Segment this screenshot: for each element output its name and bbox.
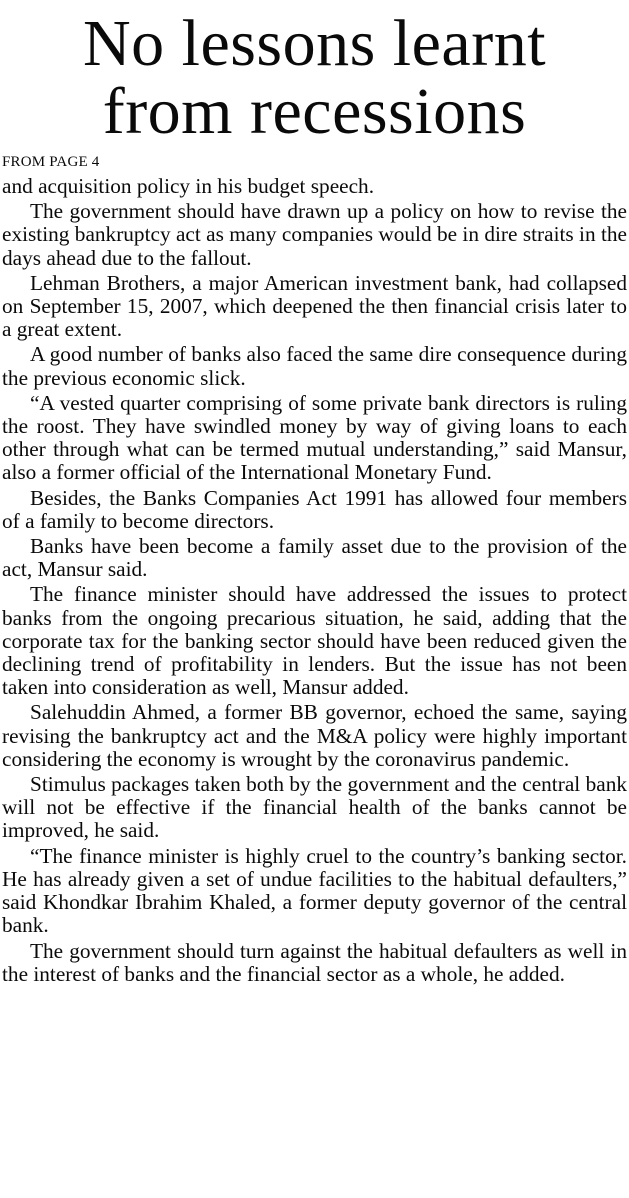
paragraph-2: The government should have drawn up a policy on how to revise the existing bankruptcy act as many companies would be in dire straits in the days ahead due to the fallout. xyxy=(2,199,627,270)
paragraph-1: and acquisition policy in his budget speech. xyxy=(2,174,375,198)
paragraph-6: Besides, the Banks Companies Act 1991 has allowed four members of a family to become directors. xyxy=(2,485,627,533)
paragraph-10: Stimulus packages taken both by the government and the central bank will not be effective if the financial health of the banks cannot be improved, he said. xyxy=(2,772,627,843)
paragraph-11: “The finance minister is highly cruel to the country’s banking sector. He has already given a set of undue facilities to the habitual defaulters,” said Khondkar Ibrahim Khaled, a former deputy governor of the central bank. xyxy=(2,843,627,938)
paragraph-7: Banks have been become a family asset due to the provision of the act, Mansur said. xyxy=(2,534,627,582)
article-body xyxy=(2,175,627,986)
paragraph-5: “A vested quarter comprising of some private bank directors is ruling the roost. They have swindled money by way of giving loans to each other through what can be termed mutual understanding,” said Mansur, also a former official of the International Monetary Fund. xyxy=(2,390,627,485)
headline xyxy=(0,7,629,148)
paragraph-9: Salehuddin Ahmed, a former BB governor, echoed the same, saying revising the bankruptcy act and the M&A policy were highly important considering the economy is wrought by the coronavirus pandemic. xyxy=(2,700,627,771)
paragraph-3: Lehman Brothers, a major American investment bank, had collapsed on September 15, 2007, which deepened the then financial crisis later to a great extent. xyxy=(2,270,627,342)
headline-line-1: No lessons learnt xyxy=(82,7,547,80)
paragraph-4: A good number of banks also faced the same dire consequence during the previous economic slick. xyxy=(2,342,627,390)
paragraph-12: The government should turn against the habitual defaulters as well in the interest of banks and the financial sector as a whole, he added. xyxy=(2,938,627,986)
headline-line-2: from recessions xyxy=(102,75,527,148)
jump-line: FROM PAGE 4 xyxy=(2,154,100,170)
paragraph-8: The finance minister should have addressed the issues to protect banks from the ongoing precarious situation, he said, adding that the corporate tax for the banking sector should have been reduced given the declining trend of profitability in lenders. But the issue has not been taken into consideration as well, Mansur added. xyxy=(2,582,627,700)
